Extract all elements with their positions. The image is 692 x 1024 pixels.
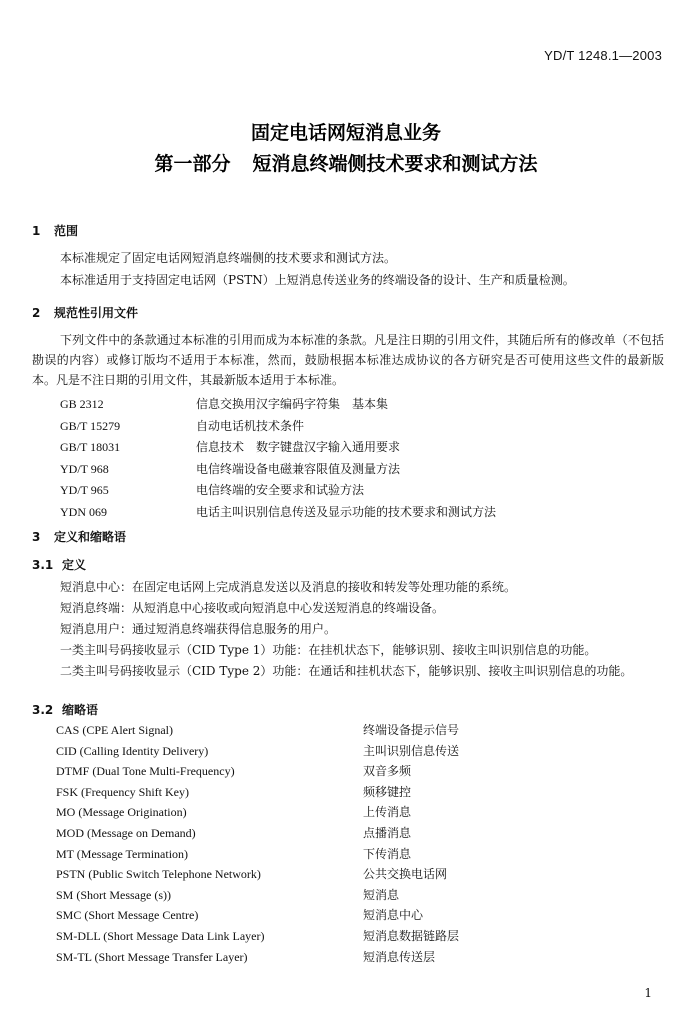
abbreviation-term: MOD (Message on Demand) (56, 825, 196, 840)
abbreviation-item (56, 844, 459, 865)
abbreviation-term: SMC (Short Message Centre) (56, 908, 199, 923)
definition-4: 一类主叫号码接收显示（CID Type 1）功能：在挂机状态下，能够识别、接收主叫识别信息的功能。 (60, 643, 597, 657)
reference-name: 自动电话机技术条件 (196, 418, 305, 433)
definition-3: 短消息用户：通过短消息终端获得信息服务的用户。 (60, 622, 337, 636)
abbreviation-term: CAS (CPE Alert Signal) (56, 723, 174, 737)
reference-name: 信息技术 数字键盘汉字输入通用要求 (196, 440, 401, 455)
reference-list (60, 394, 496, 524)
abbreviation-item (56, 802, 459, 823)
abbreviation-meaning: 上传消息 (363, 805, 412, 820)
subsection-3-1-number: 3.1 (32, 558, 54, 572)
reference-name: 电信终端设备电磁兼容限值及测量方法 (196, 461, 401, 476)
definition-5: 二类主叫号码接收显示（CID Type 2）功能：在通话和挂机状态下，能够识别、接收主叫识别信息的功能。 (60, 664, 633, 678)
abbreviation-term: PSTN (Public Switch Telephone Network) (56, 867, 261, 882)
reference-item (60, 394, 496, 416)
doc-title-line1: 固定电话网短消息业务 (250, 122, 441, 144)
abbreviation-item (56, 926, 459, 947)
abbreviation-term: MO (Message Origination) (56, 805, 187, 820)
abbreviation-item (56, 947, 459, 968)
abbreviation-term: FSK (Frequency Shift Key) (56, 784, 189, 799)
subsection-3-2-number: 3.2 (32, 703, 54, 717)
section-1-number: 1 (32, 224, 41, 238)
doc-title-part: 第一部分 (154, 153, 231, 175)
abbreviation-term: MT (Message Termination) (56, 846, 189, 861)
abbreviation-item (56, 864, 459, 885)
abbreviation-meaning: 主叫识别信息传送 (363, 743, 460, 758)
section-1-heading (32, 222, 78, 239)
reference-code: GB/T 15279 (60, 418, 121, 433)
section-3-title: 定义和缩略语 (54, 530, 127, 544)
section-3-number: 3 (32, 530, 41, 544)
abbreviation-item (56, 885, 459, 906)
abbreviation-meaning: 短消息传送层 (363, 949, 436, 964)
reference-name: 电话主叫识别信息传送及显示功能的技术要求和测试方法 (196, 504, 497, 519)
section-1-para-2: 本标准适用于支持固定电话网（PSTN）上短消息传送业务的终端设备的设计、生产和质量检测。 (60, 273, 575, 287)
abbreviation-meaning: 短消息中心 (363, 908, 424, 923)
abbreviation-list (56, 720, 459, 967)
abbreviation-meaning: 下传消息 (363, 846, 412, 861)
abbreviation-meaning: 短消息数据链路层 (363, 928, 460, 943)
standard-code: YD/T 1248.1—2003 (544, 48, 662, 63)
reference-code: YDN 069 (60, 504, 107, 519)
abbreviation-meaning: 短消息 (363, 887, 400, 902)
abbreviation-term: SM-TL (Short Message Transfer Layer) (56, 949, 248, 964)
section-2-heading (32, 304, 138, 321)
subsection-3-2-title: 缩略语 (62, 703, 99, 717)
section-2-intro: 下列文件中的条款通过本标准的引用而成为本标准的条款。凡是注日期的引用文件，其随后所有的修改单（不包括勘误的内容）或修订版均不适用于本标准，然而，鼓励根据本标准达成协议的各方研究是否可使用这些文件的最新版本。凡是不注日期的引用文件，其最新版本适用于本标准。 (32, 333, 664, 387)
page-number: 1 (644, 986, 652, 1000)
reference-item (60, 502, 496, 524)
reference-name: 电信终端的安全要求和试验方法 (196, 483, 365, 498)
reference-code: YD/T 965 (60, 483, 109, 498)
abbreviation-meaning: 公共交换电话网 (363, 867, 448, 882)
reference-item (60, 437, 496, 459)
reference-code: GB/T 18031 (60, 440, 121, 455)
abbreviation-item (56, 823, 459, 844)
definition-1: 短消息中心：在固定电话网上完成消息发送以及消息的接收和转发等处理功能的系统。 (60, 580, 517, 594)
section-3-heading (32, 528, 126, 545)
abbreviation-term: SM-DLL (Short Message Data Link Layer) (56, 928, 265, 943)
abbreviation-item (56, 720, 459, 741)
abbreviation-term: SM (Short Message (s)) (56, 887, 171, 902)
abbreviation-meaning: 终端设备提示信号 (363, 723, 460, 737)
subsection-3-1-title: 定义 (62, 558, 87, 572)
abbreviation-item (56, 761, 459, 782)
doc-title-subject: 短消息终端侧技术要求和测试方法 (252, 153, 538, 175)
abbreviation-meaning: 频移键控 (363, 784, 412, 799)
subsection-3-1-heading (32, 556, 86, 573)
abbreviation-term: CID (Calling Identity Delivery) (56, 743, 209, 758)
abbreviation-term: DTMF (Dual Tone Multi-Frequency) (56, 764, 235, 779)
section-2-number: 2 (32, 306, 41, 320)
reference-item (60, 480, 496, 502)
section-1-para-1: 本标准规定了固定电话网短消息终端侧的技术要求和测试方法。 (60, 251, 397, 265)
reference-item (60, 459, 496, 481)
reference-code: GB 2312 (60, 397, 104, 411)
reference-name: 信息交换用汉字编码字符集 基本集 (196, 397, 389, 411)
reference-code: YD/T 968 (60, 461, 109, 476)
section-2-title: 规范性引用文件 (54, 306, 139, 320)
abbreviation-meaning: 双音多频 (363, 764, 412, 779)
abbreviation-item (56, 782, 459, 803)
reference-item (60, 416, 496, 438)
doc-title-line2 (0, 149, 692, 176)
abbreviation-meaning: 点播消息 (363, 825, 412, 840)
abbreviation-item (56, 905, 459, 926)
subsection-3-2-heading (32, 701, 98, 718)
abbreviation-item (56, 741, 459, 762)
definition-2: 短消息终端：从短消息中心接收或向短消息中心发送短消息的终端设备。 (60, 601, 445, 615)
section-1-title: 范围 (54, 224, 79, 238)
